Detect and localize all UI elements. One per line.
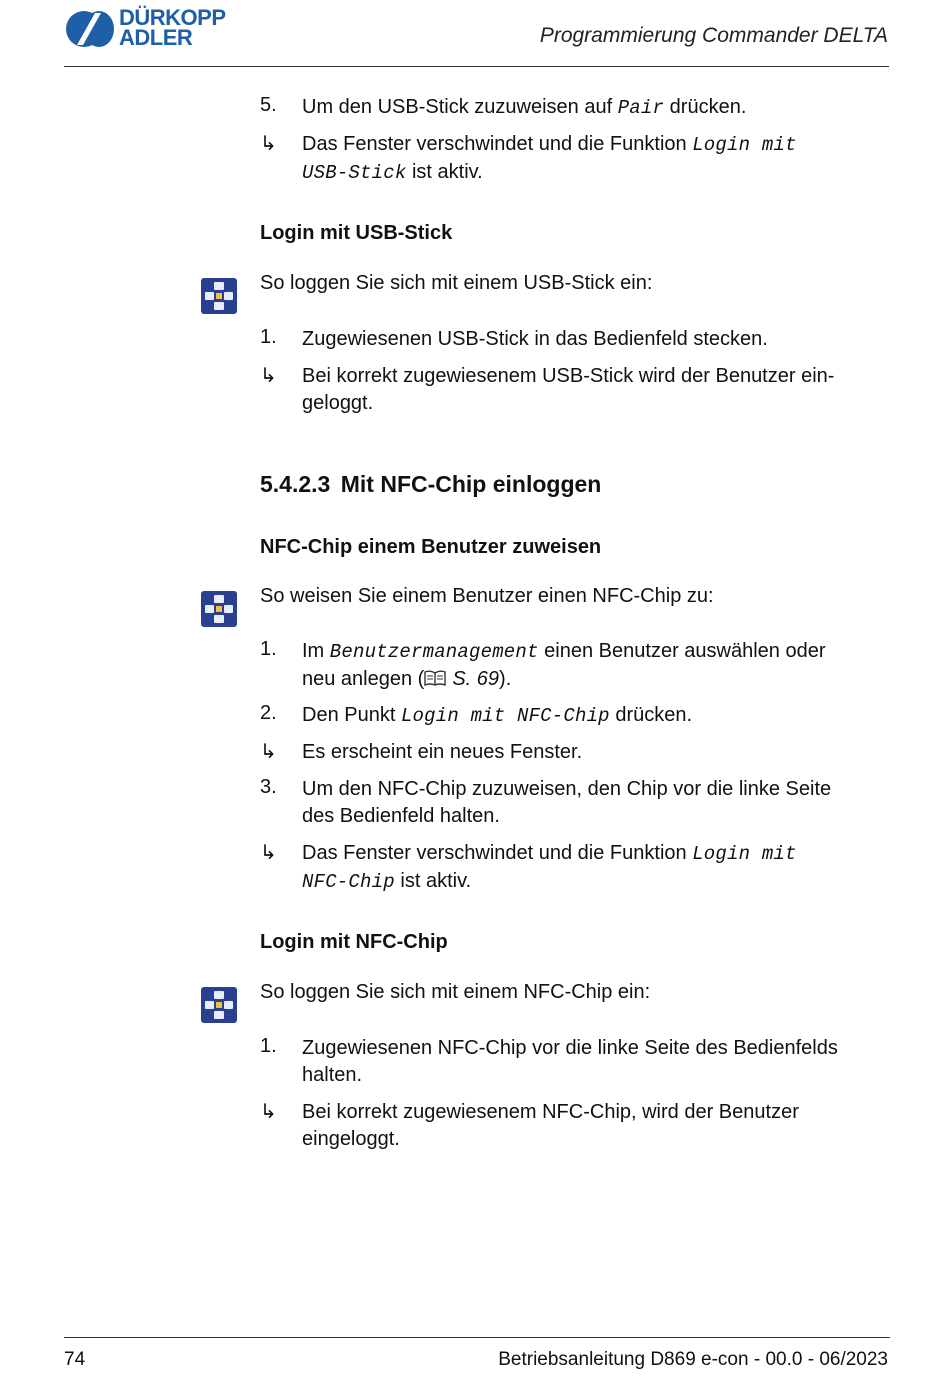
step-number: 1. <box>260 326 277 348</box>
step-number: 2. <box>260 702 277 724</box>
result-text: Bei korrekt zugewiesenem NFC-Chip, wird der Benutzer eingeloggt. <box>302 1101 799 1150</box>
header-divider <box>64 66 889 67</box>
result-arrow-icon: ↳ <box>260 842 277 864</box>
intro-text: So weisen Sie einem Benutzer einen NFC-Chip zu: <box>260 585 714 607</box>
header-title: Programmierung Commander DELTA <box>539 24 888 47</box>
subheading-login-usb: Login mit USB-Stick <box>260 222 453 244</box>
step-number: 1. <box>260 638 277 660</box>
step-number: 1. <box>260 1035 277 1057</box>
brand-logo <box>64 5 234 50</box>
result-text: Es erscheint ein neues Fenster. <box>302 741 583 763</box>
footer-divider <box>64 1337 890 1338</box>
result-text: Das Fenster verschwindet und die Funktion Login mit NFC-Chip ist aktiv. <box>302 842 797 893</box>
book-icon <box>424 668 446 695</box>
intro-text: So loggen Sie sich mit einem USB-Stick ein: <box>260 272 653 294</box>
step-text: Zugewiesenen NFC-Chip vor die linke Seite des Bedienfelds halten. <box>302 1037 838 1086</box>
step-text: Im Benutzermanagement einen Benutzer auswählen oder neu anlegen ( S. 69). <box>302 638 892 695</box>
control-panel-icon <box>201 278 237 314</box>
section-heading <box>260 471 601 498</box>
result-text: Bei korrekt zugewiesenem USB-Stick wird der Benutzer ein- geloggt. <box>302 365 835 414</box>
section-number: 5.4.2.3 <box>260 471 331 497</box>
control-panel-icon <box>201 987 237 1023</box>
step-number: 3. <box>260 776 277 798</box>
result-arrow-icon: ↳ <box>260 133 277 155</box>
result-text: Das Fenster verschwindet und die Funktion Login mit USB-Stick ist aktiv. <box>302 133 797 184</box>
control-panel-icon <box>201 591 237 627</box>
brand-name-line2: ADLER <box>119 25 193 50</box>
step-text: Um den USB-Stick zuzuweisen auf Pair drücken. <box>302 96 747 119</box>
subheading-login-nfc: Login mit NFC-Chip <box>260 931 448 953</box>
subheading-nfc-assign: NFC-Chip einem Benutzer zuweisen <box>260 536 602 558</box>
intro-text: So loggen Sie sich mit einem NFC-Chip ein: <box>260 981 651 1003</box>
step-text: Den Punkt Login mit NFC-Chip drücken. <box>302 704 693 727</box>
result-arrow-icon: ↳ <box>260 741 277 763</box>
step-text: Um den NFC-Chip zuzuweisen, den Chip vor die linke Seite des Bedienfeld halten. <box>302 778 832 827</box>
brand-name-line1: DÜRKOPP <box>119 5 226 30</box>
brand-logo-mark <box>64 9 116 49</box>
result-arrow-icon: ↳ <box>260 1101 277 1123</box>
page-reference-link[interactable]: S. 69 <box>452 668 500 690</box>
result-arrow-icon: ↳ <box>260 365 277 387</box>
document-info: Betriebsanleitung D869 e-con - 00.0 - 06/2023 <box>498 1349 888 1370</box>
section-title: Mit NFC-Chip einloggen <box>340 471 602 497</box>
page-number: 74 <box>64 1349 86 1370</box>
step-number: 5. <box>260 94 277 116</box>
step-text: Zugewiesenen USB-Stick in das Bedienfeld stecken. <box>302 328 768 350</box>
